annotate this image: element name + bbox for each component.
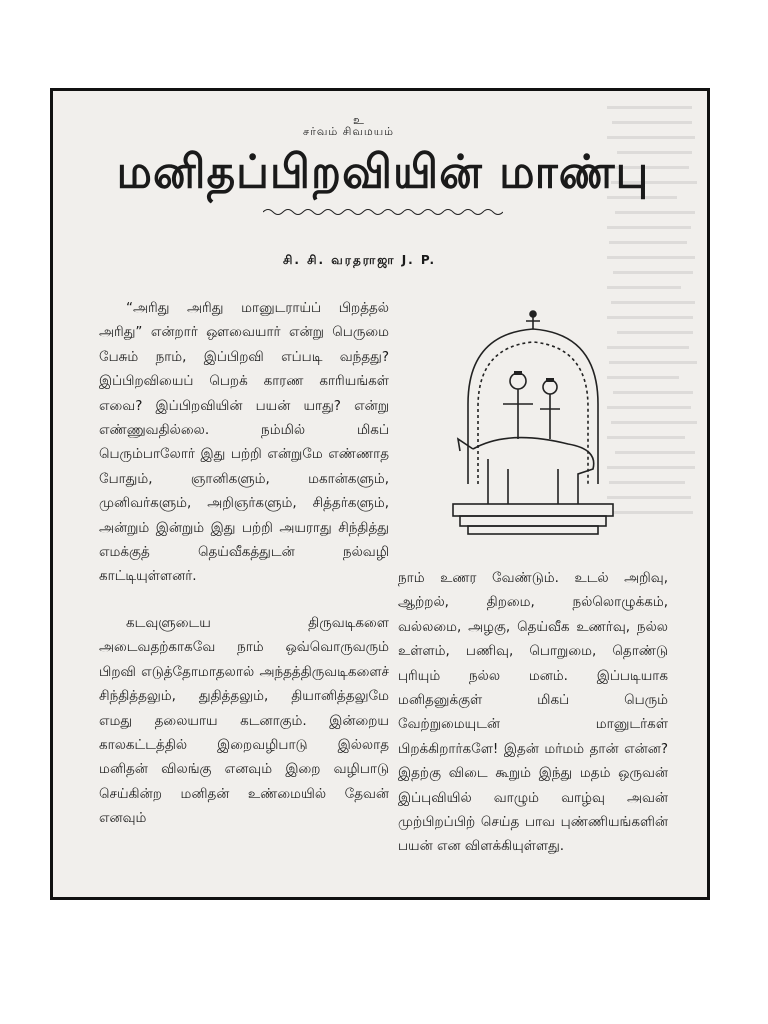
paragraph: “அரிது அரிது மானுடராய்ப் பிறத்தல் அரிது” என்றார் ஔவையார் என்று பெருமை பேசும் நாம், இப்பிறவி எப்படி வந்தது? இப்பிறவியைப் பெறக் காரண காரியங்கள் எவை? இப்பிறவியின் பயன் யாது? என்று எண்ணுவதில்லை. நம்மில் மிகப் பெரும்பாலோர் இது பற்றி என்றுமே எண்ணாத போதும், ஞானிகளும், மகான்களும், முனிவர்களும், அறிஞர்களும், சித்தர்களும், அன்றும் இன்றும் இது பற்றி அயராது சிந்தித்து எமக்குத் தெய்வீகத்துடன் நல்வழி காட்டியுள்ளனர். xyxy=(99,300,389,585)
deity-illustration xyxy=(448,309,618,539)
left-column xyxy=(99,296,389,831)
author-byline: சி. சி. வரதராஜா J. P. xyxy=(283,253,437,267)
invocation-line: சர்வம் சிவமயம் xyxy=(303,125,394,138)
paragraph: நாம் உணர வேண்டும். உடல் அறிவு, ஆற்றல், திறமை, நல்லொழுக்கம், வல்லமை, அழகு, தெய்வீக உணர்வு, நல்ல உள்ளம், பணிவு, பொறுமை, தொண்டு புரியும் நல்ல மனம். இப்படியாக மனிதனுக்குள் மிகப் பெரும் வேற்றுமையுடன் மானுடர்கள் பிறக்கிறார்களே! இதன் மர்மம் தான் என்ன? இதற்கு விடை கூறும் இந்து மதம் ஒருவன் இப்புவியில் வாழும் வாழ்வு அவன் முற்பிறப்பிற் செய்த பாவ புண்ணியங்களின் பயன் என விளக்கியுள்ளது. xyxy=(398,570,668,855)
paragraph: கடவுளுடைய திருவடிகளை அடைவதற்காகவே நாம் ஒவ்வொருவரும் பிறவி எடுத்தோமாதலால் அந்தத்திருவடிகளைச் சிந்தித்தலும், துதித்தலும், தியானித்தலுமே எமது தலையாய கடனாகும். இன்றைய காலகட்டத்தில் இறைவழிபாடு இல்லாத மனிதன் விலங்கு எனவும் இறை வழிபாடு செய்கின்ற மனிதன் உண்மையில் தேவன் எனவும் xyxy=(99,614,389,827)
article-title: மனிதப்பிறவியின் மாண்பு xyxy=(116,145,650,200)
article-frame xyxy=(50,88,710,900)
pillaiyar-suzhi: உ xyxy=(353,113,364,127)
title-underline-ornament xyxy=(263,207,503,217)
right-column xyxy=(398,566,668,859)
